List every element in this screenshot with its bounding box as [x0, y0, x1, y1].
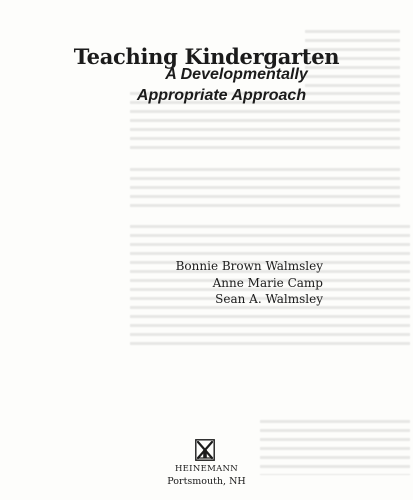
author-name: Bonnie Brown Walmsley	[175, 259, 323, 273]
book-subtitle-line-2: Appropriate Approach	[136, 87, 307, 104]
book-title: Teaching Kindergarten	[73, 44, 340, 69]
publisher-location: Portsmouth, NH	[167, 476, 246, 487]
heinemann-windmill-logo-icon	[195, 439, 215, 461]
author-list	[176, 258, 323, 308]
author-name: Sean A. Walmsley	[215, 292, 323, 306]
publisher-name: HEINEMANN	[174, 464, 239, 474]
author-name: Anne Marie Camp	[212, 275, 323, 290]
book-subtitle-line-1: A Developmentally	[165, 66, 308, 83]
